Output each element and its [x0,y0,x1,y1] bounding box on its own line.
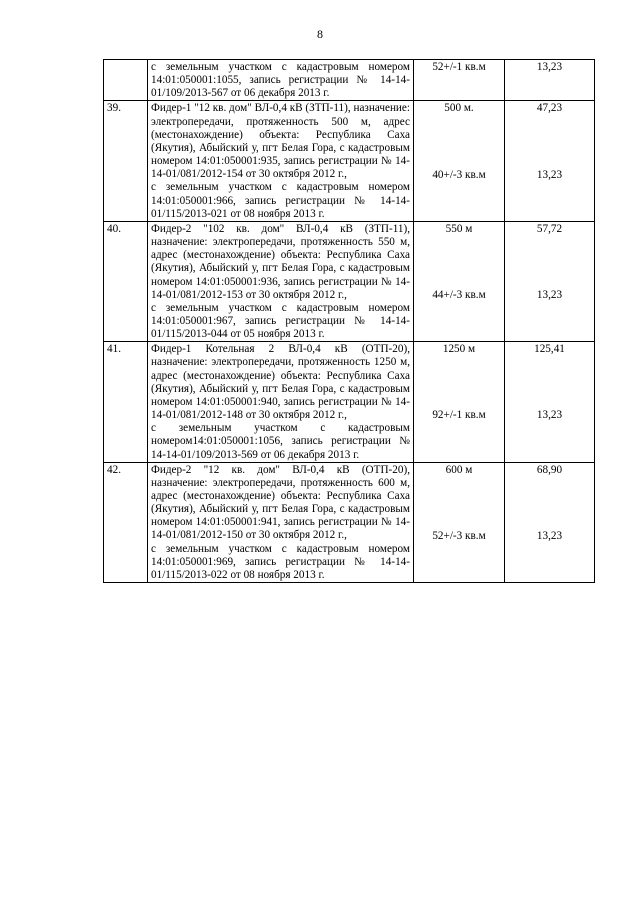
value-cell [505,221,595,341]
object-length: 1250 м [442,343,476,356]
row-number: 40. [104,221,148,341]
table-row [104,60,595,101]
object-text: Фидер-2 "12 кв. дом" ВЛ-0,4 кВ (ОТП-20), назначение: электропередачи, протяженность 600 м, адрес (местонахождение) объекта: Республика Саха (Якутия), Абыйский у, пгт Белая Гора, с кадастровым номером 14:01:050001:941, запись регистрации № 14-14-01/081/2012-150 от 30 октября 2012 г., [151,463,410,542]
object-description [148,101,414,221]
table-row [104,462,595,582]
plot-area: 44+/-3 кв.м [432,289,486,302]
table-row [104,221,595,341]
table-row [104,101,595,221]
object-value: 125,41 [534,343,565,356]
size-cell [414,60,505,101]
object-value: 57,72 [536,222,563,235]
value-cell [505,101,595,221]
row-number [104,60,148,101]
row-number: 41. [104,342,148,462]
plot-value: 13,23 [536,168,563,181]
value-cell [505,462,595,582]
object-value: 47,23 [536,102,563,115]
object-description [148,221,414,341]
plot-area: 92+/-1 кв.м [432,409,486,422]
plot-value: 13,23 [536,61,563,73]
plot-value: 13,23 [536,409,563,422]
object-text: Фидер-1 Котельная 2 ВЛ-0,4 кВ (ОТП-20), назначение: электропередачи, протяженность 1250 м, адрес (местонахождение) объекта: Республика Саха (Якутия), Абыйский у, пгт Белая Гора, с кадастровым номером 14:01:050001:940, запись регистрации № 14-14-01/081/2012-148 от 30 октября 2012 г., [151,343,410,422]
land-plot-text: с земельным участком с кадастровым номером 14:01:050001:967, запись регистрации № 14-14-01/115/2013-044 от 05 ноября 2013 г. [151,301,410,341]
object-description [148,342,414,462]
table-row [104,342,595,462]
object-text: Фидер-1 "12 кв. дом" ВЛ-0,4 кВ (ЗТП-11), назначение: электропередачи, протяженность 500 м, адрес (местонахождение) объекта: Республика Саха (Якутия), Абыйский у, пгт Белая Гора, с кадастровым номером 14:01:050001:935, запись регистрации № 14-14-01/081/2012-154 от 30 октября 2012 г., [151,102,410,181]
plot-value: 13,23 [536,529,563,542]
property-table [103,59,595,583]
size-cell [414,101,505,221]
land-plot-text: с земельным участком с кадастровым номером 14:01:050001:1055, запись регистрации № 14-14-01/109/2013-567 от 06 декабря 2013 г. [151,61,410,100]
size-cell [414,342,505,462]
size-cell [414,221,505,341]
plot-area: 52+/-3 кв.м [432,529,486,542]
row-number: 42. [104,462,148,582]
object-text: Фидер-2 "102 кв. дом" ВЛ-0,4 кВ (ЗТП-11), назначение: электропередачи, протяженность 550 м, адрес (местонахождение) объекта: Республика Саха (Якутия), Абыйский у, пгт Белая Гора, с кадастровым номером 14:01:050001:936, запись регистрации № 14-14-01/081/2012-153 от 30 октября 2012 г., [151,222,410,301]
object-description [148,60,414,101]
object-value: 68,90 [536,463,563,476]
row-number: 39. [104,101,148,221]
object-length: 550 м [445,222,473,235]
value-cell [505,60,595,101]
land-plot-text: с земельным участком с кадастровым номером 14:01:050001:969, запись регистрации № 14-14-01/115/2013-022 от 08 ноября 2013 г. [151,542,410,581]
object-length: 600 м [445,463,473,476]
object-description [148,462,414,582]
land-plot-text: с земельным участком с кадастровым номером 14:01:050001:966, запись регистрации № 14-14-01/115/2013-021 от 08 ноября 2013 г. [151,181,410,220]
plot-value: 13,23 [536,289,563,302]
value-cell [505,342,595,462]
land-plot-text: с земельным участком с кадастровым номером14:01:050001:1056, запись регистрации № 14-14-01/109/2013-569 от 06 декабря 2013 г. [151,422,410,461]
page-number: 8 [317,27,323,41]
object-length: 500 м. [444,102,474,115]
plot-area: 40+/-3 кв.м [432,168,486,181]
plot-area: 52+/-1 кв.м [432,61,486,73]
size-cell [414,462,505,582]
